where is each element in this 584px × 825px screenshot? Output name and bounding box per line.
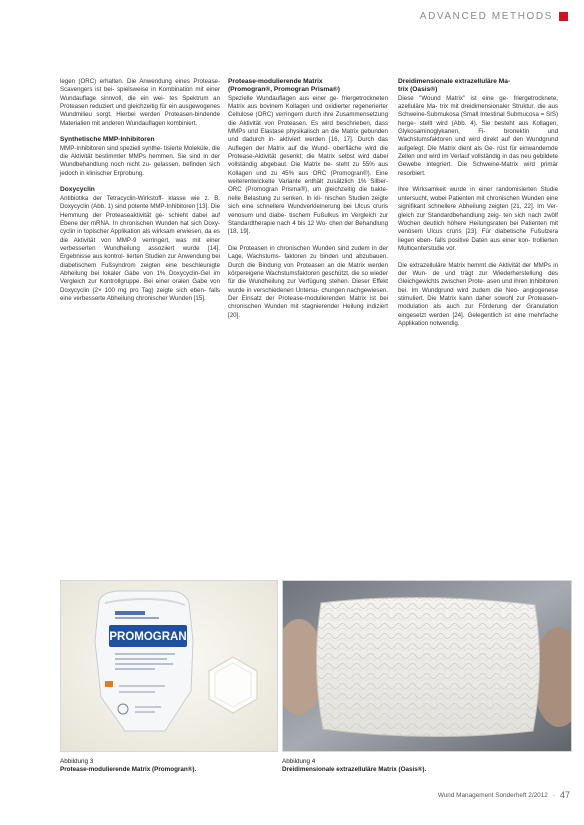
text-line: Standardtherapie nach 4 bis 12 Wo-: [228, 219, 328, 227]
text-line: ist bei chronischen Wunden mit: [228, 294, 388, 311]
text-line: (2× 100 mg pro Tag) zeigte sich eben-: [92, 286, 206, 294]
text-line: neu gebildete Gewebe integriert.: [398, 153, 558, 169]
text-line: Applikation notwendig.: [398, 319, 460, 327]
text-line: bestimmter MMPs hemmen. Sie sind in: [95, 153, 209, 161]
text-line: anderen Wundauflagen kombiniert.: [101, 119, 198, 127]
section-heading: (Promogran®, Promogran Prisma®): [228, 86, 340, 94]
text-line: aufgelegt. Die Matrix dient als Ge-: [398, 144, 495, 152]
section-marker: [559, 12, 568, 21]
text-line: wurde [14]. Ergebnisse aus kontrol-: [60, 244, 220, 261]
text-line: randomisierten Studie untersucht,: [398, 186, 559, 202]
figure-4-caption: [282, 758, 426, 774]
text-line: Spezielle Wundauflagen aus einer ge-: [228, 94, 339, 102]
text-line: diabetische Fußulzera liegen eben-: [398, 228, 558, 244]
product-package-image: [61, 581, 278, 752]
text-line: Die Proteasen in chronischen Wunden: [228, 244, 336, 252]
text-line: wurde in verschiedenen Untersu-: [228, 286, 320, 294]
section-heading: Dreidimensionale extrazelluläre Ma-: [398, 78, 511, 85]
text-line: rielle Belastung zu senken. In kli-: [228, 194, 322, 202]
text-line: wieder für die Wundheilung zur: [228, 269, 388, 286]
paragraph: [60, 145, 220, 178]
text-line: tischem Fußulkus im Vergleich zur: [289, 211, 388, 219]
text-line: stagnierender Heilung indiziert [20].: [228, 303, 388, 319]
text-line: Durch die Bindung von Proteasen an: [228, 261, 335, 269]
section-heading: Protease-modulierende Matrix: [228, 78, 323, 85]
text-line: und wird direkt auf den Wundgrund: [455, 136, 558, 144]
text-line: Wundgrund wird zudem die Neo-: [421, 286, 520, 294]
text-line: einer oralen Gabe von Doxycyclin: [60, 278, 221, 294]
paragraph: [398, 186, 558, 253]
text-line: der Wundbehandlung noch nicht zu-: [60, 153, 220, 169]
text-line: bronektin und Wachstumsfaktoren: [398, 128, 558, 144]
text-line: Wachstumsfaktoren geschützt, die so: [265, 269, 369, 277]
figure-3-caption: [60, 758, 196, 774]
text-line: potente MMP-Inhibitoren [13]. Die: [127, 203, 220, 211]
paragraph: [398, 262, 558, 329]
section-heading: trix (Oasis®): [398, 86, 438, 94]
text-line: Proteasen. Es wird beschrieben, dass: [277, 119, 388, 127]
text-line: Auflegen der Matrix auf die Wund-: [228, 144, 330, 152]
journal-name: Wund Management Sonderheft 2/2012: [437, 791, 548, 799]
figure-4-photo: [282, 580, 572, 752]
figure-label: Abbildung 4: [282, 758, 316, 765]
text-line: Wundmilieu sorgt. Hierbei werden: [60, 111, 161, 119]
text-line: friergetrockneten Matrix aus bovinem: [228, 94, 388, 111]
text-line: aktiviert werden [16, 17]. Durch das: [279, 136, 388, 144]
section-title: ADVANCED METHODS: [419, 10, 553, 22]
text-line: de und trägt zur Wiederherstellung: [432, 269, 543, 277]
text-line: gelassen, befinden sich jedoch in: [60, 161, 220, 177]
text-line: spielsweise in Kombination mit einer: [116, 86, 220, 94]
text-line: ten sich nach zwölf Wochen deutlich: [398, 211, 558, 227]
text-line: Ulcus cruris venosum und diabe-: [228, 203, 388, 219]
text-line: die Matrix werden körpereigene: [228, 261, 388, 277]
text-line: Die extrazelluläre Matrix hemmt: [398, 261, 487, 269]
text-line: verbesserten Wundheilung assoziiert: [60, 244, 175, 252]
text-line: und gleichzeitig für ein ausgewogenes: [115, 103, 220, 111]
paragraph: [228, 245, 388, 320]
paragraph: [398, 95, 558, 178]
text-line: Die Schweine-Matrix wird primär: [457, 161, 558, 169]
text-line: höhere Heilungsraten bei Patienten: [447, 219, 547, 227]
section-heading: Doxycyclin: [60, 186, 95, 194]
text-line: sind zudem in der Lage, Wachstums-: [228, 244, 388, 261]
text-line: Abheilung zeigten [21, 22]. Im Ver-: [458, 203, 558, 211]
text-column-1: [60, 78, 220, 303]
text-line: Proteasen-bindende Materialien mit: [60, 111, 220, 127]
text-line: Intestinal Submucosa = SIS) herge-: [398, 111, 558, 127]
text-line: chronischer Wunden [15].: [135, 294, 206, 302]
text-line: mit venösem Ulcus cruris [23]. Für: [398, 219, 558, 236]
text-column-2: [228, 78, 388, 320]
text-line: Cellulose (ORC) verringern durch ihre: [228, 111, 334, 119]
text-line: cyclin in topischer Applikation als: [60, 228, 151, 236]
figure-label: Abbildung 3: [60, 758, 94, 765]
text-line: MMPs und Elastase physikalisch an: [228, 128, 329, 136]
text-line: lokaler Gabe von 1% Doxycyclin-Gel: [102, 269, 210, 277]
text-line: chen der Behandlung [18, 19].: [228, 219, 388, 236]
package-brand-text: PROMOGRAN: [109, 631, 187, 643]
text-line: die aus Schweine-Submukosa (Small: [398, 103, 559, 119]
text-line: die Aktivität der MMPs in der Wun-: [398, 261, 558, 277]
text-line: gleich zur Standardbehandlung zeig-: [398, 211, 501, 219]
text-line: lierten Studien zur Anwendung bei: [126, 253, 220, 261]
text-line: faktoren zu binden und abzubauen.: [284, 253, 388, 261]
text-line: falls positive Daten aus einer kon-: [434, 236, 531, 244]
text-line: kann daher sowohl zur Proteasen-: [459, 294, 558, 302]
text-line: Kollagen, Glykosaminoglykanen, Fi-: [398, 119, 558, 136]
paragraph: [60, 78, 220, 128]
text-line: stellt wird (Abb. 4). Sie besteht aus: [419, 119, 529, 127]
text-line: Zusammensetzung die Aktivität von: [228, 111, 388, 127]
text-line: Prisma®), um gleichzeitig die bakte-: [281, 186, 388, 194]
text-line: nischen Studien zeigte sich eine: [228, 194, 388, 211]
paragraph: [60, 195, 220, 303]
text-line: In chronischen Wunden hat sich Doxy-: [112, 219, 220, 227]
text-column-3: [398, 78, 558, 328]
text-line: Diese "Wound Matrix" ist eine ge-: [398, 94, 509, 102]
text-line: diabetischem Fußsyndrom zeigten: [60, 261, 161, 269]
text-line: die Matrix gebunden und dadurch in-: [228, 128, 388, 144]
text-line: Kollagen und oxidierter regenerierter: [285, 103, 388, 111]
text-line: der Protease-modulierenden Matrix: [265, 294, 367, 302]
text-line: schieht dabei auf Ebene der mRNA.: [60, 211, 220, 227]
text-line: zusätzlich 1% Silber-ORC (Promogran: [228, 178, 388, 194]
figure-caption-text: Dreidimensionale extrazelluläre Matrix (Oasis®).: [282, 766, 427, 774]
figure-3-photo: [60, 580, 278, 752]
text-line: [24]. Gelegentlich ist eine mehrfache: [452, 311, 558, 319]
page-footer: Wund Management Sonderheft 2/2012 · 47: [437, 790, 570, 800]
text-line: angiogenese stimuliert. Die Matrix: [398, 286, 558, 302]
paragraph: [228, 95, 388, 237]
text-line: steht zu 55% aus Kollagen und zu: [228, 161, 388, 177]
text-line: gesenkt; die Matrix selbst wird dabei: [279, 153, 388, 161]
text-line: legen (ORC) erhalten. Die Anwendung: [60, 78, 172, 85]
running-header: [420, 8, 568, 24]
section-heading: Synthetische MMP-Inhibitoren: [60, 136, 155, 144]
text-line: Wundauflage sinnvoll, die ein wei-: [60, 94, 165, 102]
text-line: tisierte Moleküle, die die Aktivität: [60, 144, 220, 161]
text-line: Verfügung stehen. Dieser Effekt: [298, 278, 388, 286]
article-body: [60, 78, 574, 578]
text-line: trollierten Multicenterstudie vor.: [398, 236, 558, 252]
text-line: falls eine verbesserte Abheilung: [60, 286, 220, 302]
text-line: tes Spektrum an Proteasen reduziert: [60, 94, 220, 111]
text-line: rüst für einwandernde Zellen und: [398, 144, 558, 161]
text-line: des Gleichgewichts zwischen Prote-: [398, 269, 558, 286]
text-line: asen und ihren Inhibitoren bei. Im: [398, 278, 559, 294]
text-line: resorbiert.: [398, 169, 426, 177]
text-line: chungen nachgewiesen. Der Einsatz: [228, 286, 388, 302]
text-line: Antibiotika der Tetracyclin-Wirkstoff-: [60, 194, 164, 202]
text-line: modulation als auch zur Förderung: [398, 303, 507, 311]
text-line: von MMP-9 verringert, was mit einer: [100, 236, 220, 244]
text-line: 45% aus ORC (Promogran®). Eine: [281, 169, 388, 177]
text-line: wirksam erwiesen, da es die Aktivität: [60, 228, 220, 244]
text-line: trix mit dreidimensionaler Struktur,: [439, 103, 535, 111]
text-line: Hemmung der Proteaseaktivität ge-: [60, 211, 165, 219]
page-number: 47: [559, 790, 570, 800]
text-line: der Granulation eingesetzt werden: [398, 303, 558, 319]
text-line: vollständig abgebaut. Die Matrix be-: [228, 161, 333, 169]
text-line: im Vergleich zur Kontrollgruppe. Bei: [60, 269, 220, 286]
text-line: Ihre Wirksamkeit wurde in einer: [398, 186, 493, 194]
text-line: Wunden eine signifikant schnellere: [398, 194, 558, 211]
wound-matrix-image: [283, 581, 572, 752]
text-line: schnellere Wundverkleinerung bei: [256, 203, 352, 211]
text-line: eines Protease-Scavengers ist bei-: [60, 78, 220, 94]
text-line: wird im Verlauf vollständig in das: [428, 153, 519, 161]
text-line: MMP-Inhibitoren sind speziell synthe-: [60, 144, 163, 152]
text-line: eine beschleunigte Abheilung bei: [60, 261, 220, 277]
text-line: weiterentwickelte Variante enthält: [228, 178, 324, 186]
text-line: friergetrocknete, azelluläre Ma-: [398, 94, 558, 111]
text-line: oberfläche wird die Protease-Aktivität: [228, 144, 388, 161]
text-line: wobei Patienten mit chronischen: [430, 194, 520, 202]
text-line: klinischer Erprobung.: [86, 169, 144, 177]
text-line: klasse wie z. B. Doxycyclin (Abb. 1) sind: [60, 194, 220, 211]
figure-caption-text: Protease-modulierende Matrix (Promogran®).: [60, 766, 197, 774]
